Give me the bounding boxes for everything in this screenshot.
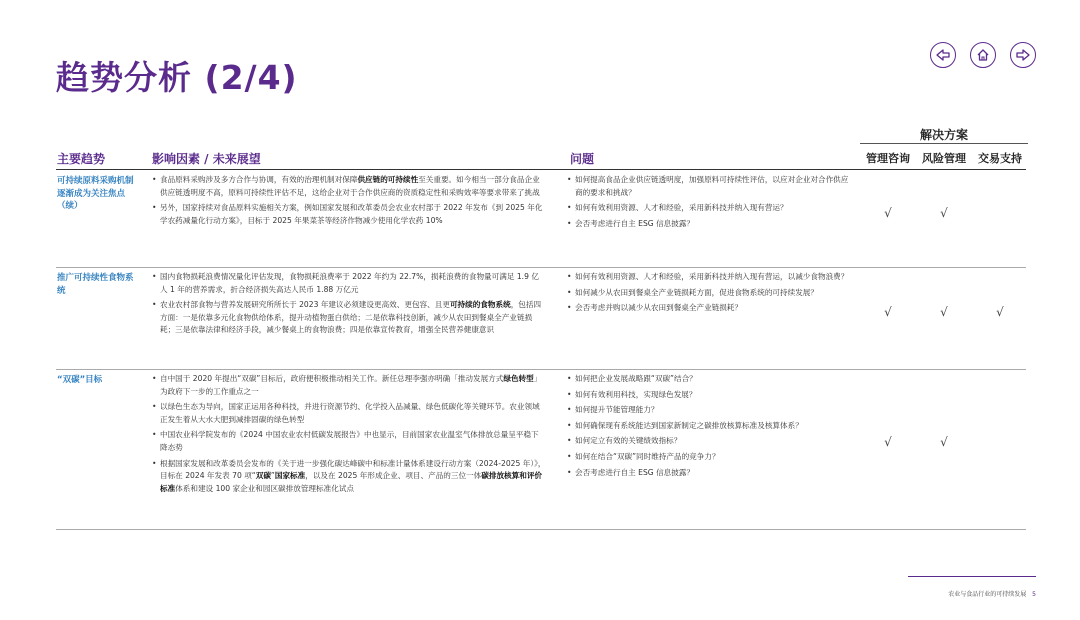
factor-item: • 中国农业科学院发布的《2024 中国农业农村低碳发展报告》中也显示，目前国家农业温室气体排放总量呈平稳下降态势: [152, 429, 546, 454]
check-mark-risk-management: √: [940, 435, 948, 449]
check-mark-transaction-support: √: [996, 305, 1004, 319]
question-item: • 如何把企业发展战略跟“双碳”结合？: [567, 373, 849, 386]
back-button[interactable]: [930, 42, 956, 68]
check-mark-management-consulting: √: [884, 435, 892, 449]
header-transaction-support: 交易支持: [978, 152, 1022, 165]
factor-item: • 农业农村部食物与营养发展研究所所长于 2023 年建议必须建设更高效、更包容、且更可持续的食物系统，包括四方面：一是依靠多元化食物供给体系，提升动植物蛋白供给；二是依靠科技创新，减少从农田到餐桌全产业链损耗；三是依靠法律和经济手段，减少餐桌上的食物浪费；四是依靠宣传教育，增强全民营养健康意识: [152, 299, 546, 337]
arrow-left-icon: [935, 47, 951, 63]
question-item: • 如何定立有效的关键绩效指标？: [567, 435, 849, 448]
question-item: • 如何有效利用资源、人才和经验，采用新科技并纳入现有营运？: [567, 202, 849, 215]
question-item: • 如何有效利用资源、人才和经验，采用新科技并纳入现有营运，以减少食物浪费？: [567, 271, 849, 284]
check-mark-risk-management: √: [940, 305, 948, 319]
page-title: 趋势分析 (2/4): [56, 58, 298, 97]
factor-item: • 根据国家发展和改革委员会发布的《关于进一步强化碳达峰碳中和标准计量体系建设行动方案（2024-2025 年）》，目标在 2024 年发表 70 项“双碳”国家标准，以及在 2025 年形成企业、项目、产品的三位一体碳排放核算和评价标准体系和建设 100 家企业和园区碳排放管理标准化试点: [152, 458, 546, 496]
question-item: • 如何确保现有系统能达到国家新制定之碳排放核算标准及核算体系？: [567, 420, 849, 433]
questions-list: [567, 271, 849, 318]
table-row-dual-carbon: [56, 369, 1026, 530]
question-item: • 如何提高食品企业供应链透明度，加强原料可持续性评估，以应对企业对合作供应商的要求和挑战？: [567, 174, 849, 199]
check-mark-risk-management: √: [940, 206, 948, 220]
factor-item: • 国内食物损耗浪费情况量化评估发现，食物损耗浪费率于 2022 年约为 22.7%，损耗浪费的食物量可满足 1.9 亿人 1 年的营养需求，折合经济损失高达人民币 1.88 万亿元: [152, 271, 546, 296]
question-item: • 会否考虑进行自主 ESG 信息披露？: [567, 467, 849, 480]
forward-button[interactable]: [1010, 42, 1036, 68]
factors-list: [152, 373, 546, 498]
footer: [948, 589, 1036, 598]
header-questions: 问题: [570, 152, 595, 166]
header-management-consulting: 管理咨询: [866, 152, 910, 165]
question-item: • 会否考虑进行自主 ESG 信息披露？: [567, 218, 849, 231]
home-icon: [975, 47, 991, 63]
arrow-right-icon: [1015, 47, 1031, 63]
footer-divider: [908, 576, 1036, 577]
table-row-sustainable-food-system: [56, 267, 1026, 370]
factor-item: • 自中国于 2020 年提出“双碳”目标后，政府便积极推动相关工作。新任总理李强亦明确「推动发展方式绿色转型」为政府下一步的工作重点之一: [152, 373, 546, 398]
header-risk-management: 风险管理: [922, 152, 966, 165]
questions-list: [567, 373, 849, 482]
questions-list: [567, 174, 849, 233]
page-number: 5: [1032, 591, 1036, 598]
factors-list: [152, 271, 546, 340]
check-mark-management-consulting: √: [884, 305, 892, 319]
factors-list: [152, 174, 546, 230]
footer-text: 农业与食品行业的可持续发展: [948, 591, 1027, 598]
question-item: • 会否考虑并购以减少从农田到餐桌全产业链损耗？: [567, 302, 849, 315]
trend-label: 可持续原料采购机制逐渐成为关注焦点（续）: [57, 176, 134, 211]
question-item: • 如何有效利用科技，实现绿色发展？: [567, 389, 849, 402]
solutions-group-header: 解决方案: [919, 128, 968, 142]
header-trend: 主要趋势: [57, 152, 106, 166]
table-row-sustainable-sourcing: [56, 170, 1026, 268]
question-item: • 如何减少从农田到餐桌全产业链损耗方面，促进食物系统的可持续发展？: [567, 287, 849, 300]
question-item: • 如何在结合“双碳”同时维持产品的竞争力？: [567, 451, 849, 464]
check-mark-management-consulting: √: [884, 206, 892, 220]
question-item: • 如何提升节能管理能力？: [567, 404, 849, 417]
factor-item: • 另外，国家持续对食品原料实施相关方案，例如国家发展和改革委员会农业农村部于 2022 年发布《到 2025 年化学农药减量化行动方案》，目标于 2025 年果菜茶等经济作物减少使用化学农药 10%: [152, 202, 546, 227]
navigation-bar: [930, 42, 1036, 68]
home-button[interactable]: [970, 42, 996, 68]
factor-item: • 食品原料采购涉及多方合作与协调，有效的治理机制对保障供应链的可持续性至关重要。如今相当一部分食品企业供应链透明度不高，原料可持续性评估不足，这给企业对于合作供应商的资质稳定性和采购效率等要求带来了挑战: [152, 174, 546, 199]
factor-item: • 以绿色生态为导向，国家正运用各种科技，并进行资源节约、化学投入品减量、绿色低碳化等关键环节。农业领域正发生着从大水大肥到减排固碳的绿色转型: [152, 401, 546, 426]
trend-label: 推广可持续性食物系统: [57, 273, 134, 296]
trend-label: “双碳”目标: [57, 375, 103, 385]
header-factors: 影响因素 / 未来展望: [152, 152, 261, 166]
solutions-divider: [860, 143, 1028, 144]
